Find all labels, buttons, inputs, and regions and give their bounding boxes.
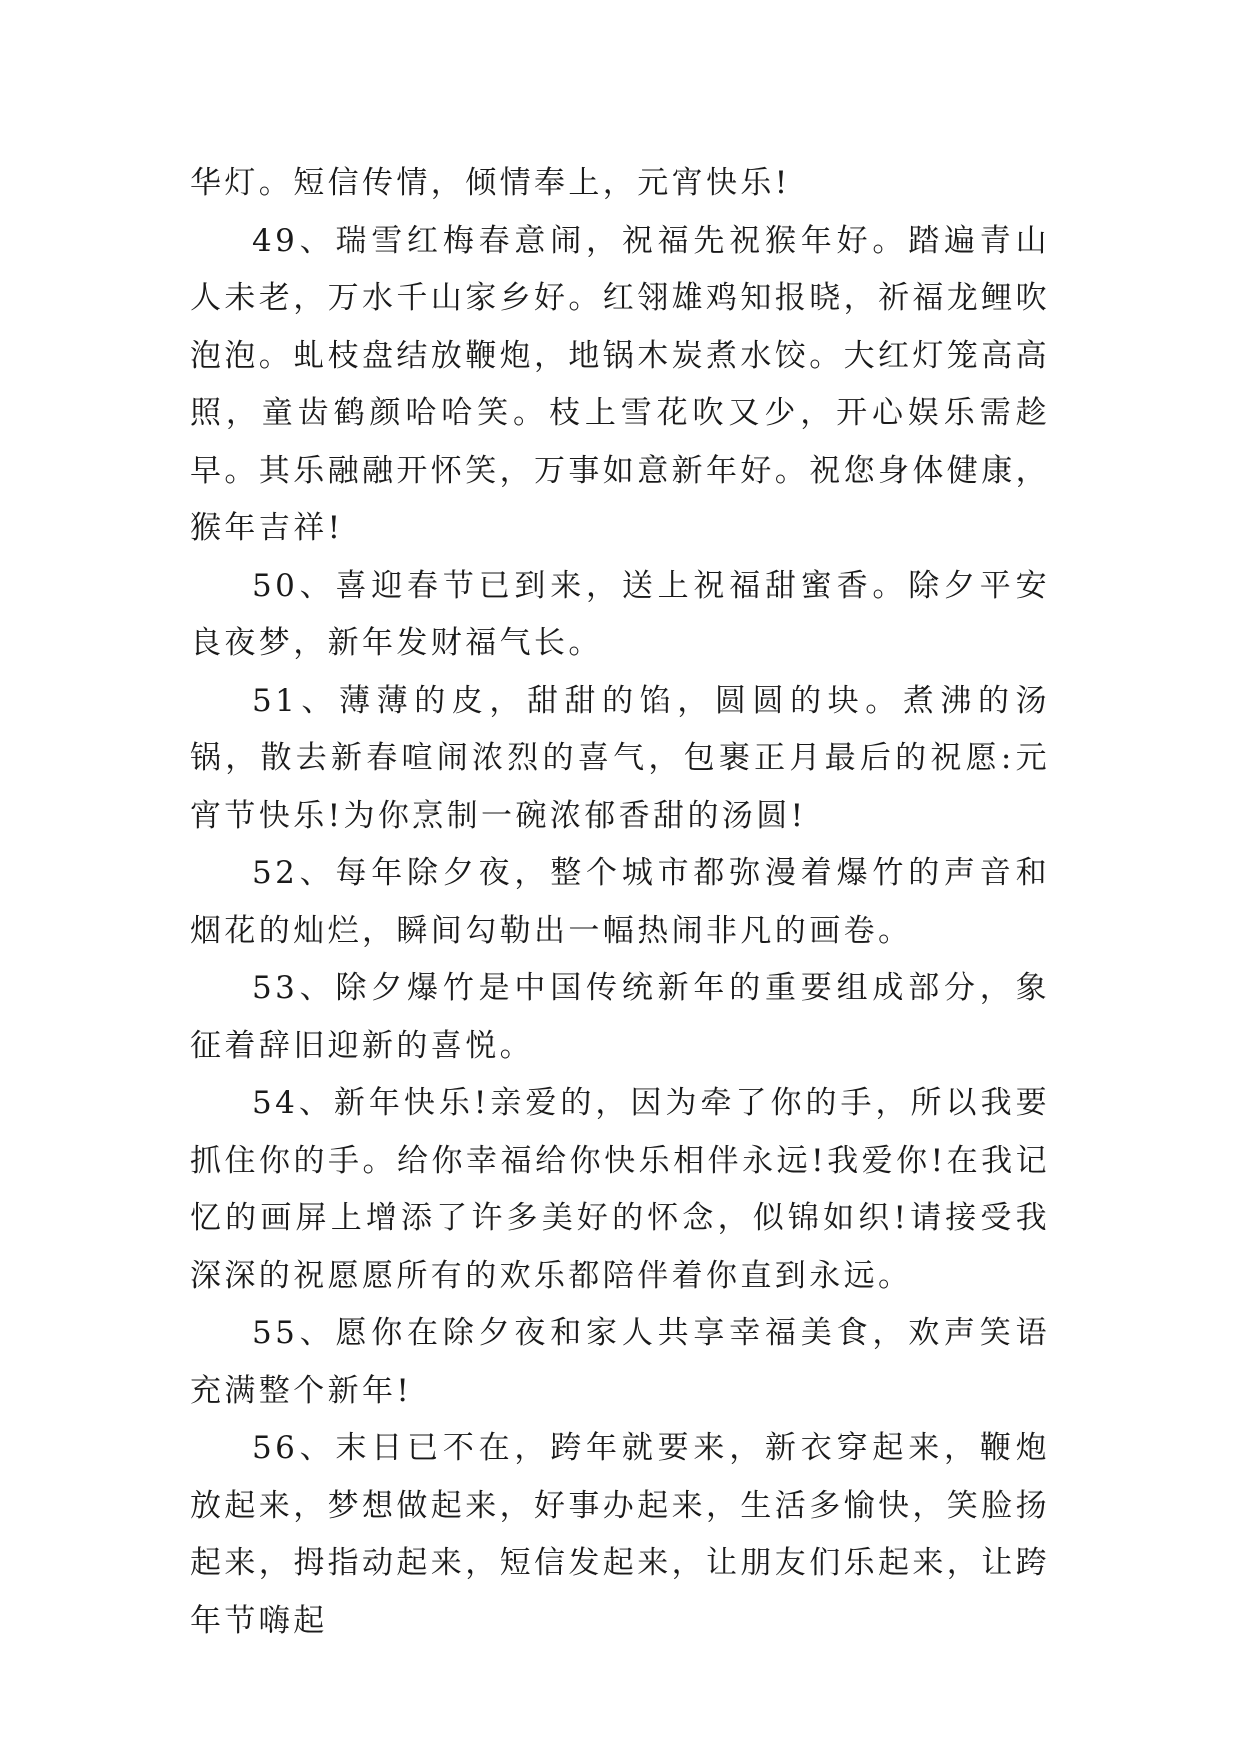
document-body	[190, 155, 1050, 1650]
paragraph-continuation: 华灯。短信传情，倾情奉上，元宵快乐!	[190, 165, 791, 201]
paragraph-56: 56、末日已不在，跨年就要来，新衣穿起来，鞭炮放起来，梦想做起来，好事办起来，生活多愉快，笑脸扬起来，拇指动起来，短信发起来，让朋友们乐起来，让跨年节嗨起	[190, 1430, 1050, 1639]
paragraph-49: 49、瑞雪红梅春意闹，祝福先祝猴年好。踏遍青山人未老，万水千山家乡好。红翎雄鸡知报晓，祈福龙鲤吹泡泡。虬枝盘结放鞭炮，地锅木炭煮水饺。大红灯笼高高照，童齿鹤颜哈哈笑。枝上雪花吹又少，开心娱乐需趁早。其乐融融开怀笑，万事如意新年好。祝您身体健康，猴年吉祥!	[190, 222, 1050, 546]
paragraph-50: 50、喜迎春节已到来，送上祝福甜蜜香。除夕平安良夜梦，新年发财福气长。	[190, 567, 1050, 661]
paragraph-54: 54、新年快乐!亲爱的，因为牵了你的手，所以我要抓住你的手。给你幸福给你快乐相伴永远!我爱你!在我记忆的画屏上增添了许多美好的怀念，似锦如织!请接受我深深的祝愿愿所有的欢乐都陪伴着你直到永远。	[190, 1085, 1050, 1294]
paragraph-53: 53、除夕爆竹是中国传统新年的重要组成部分，象征着辞旧迎新的喜悦。	[190, 970, 1050, 1064]
paragraph-51: 51、薄薄的皮，甜甜的馅，圆圆的块。煮沸的汤锅，散去新春喧闹浓烈的喜气，包裹正月最后的祝愿:元宵节快乐!为你烹制一碗浓郁香甜的汤圆!	[190, 682, 1050, 834]
paragraph-52: 52、每年除夕夜，整个城市都弥漫着爆竹的声音和烟花的灿烂，瞬间勾勒出一幅热闹非凡的画卷。	[190, 855, 1050, 949]
paragraph-55: 55、愿你在除夕夜和家人共享幸福美食，欢声笑语充满整个新年!	[190, 1315, 1050, 1409]
